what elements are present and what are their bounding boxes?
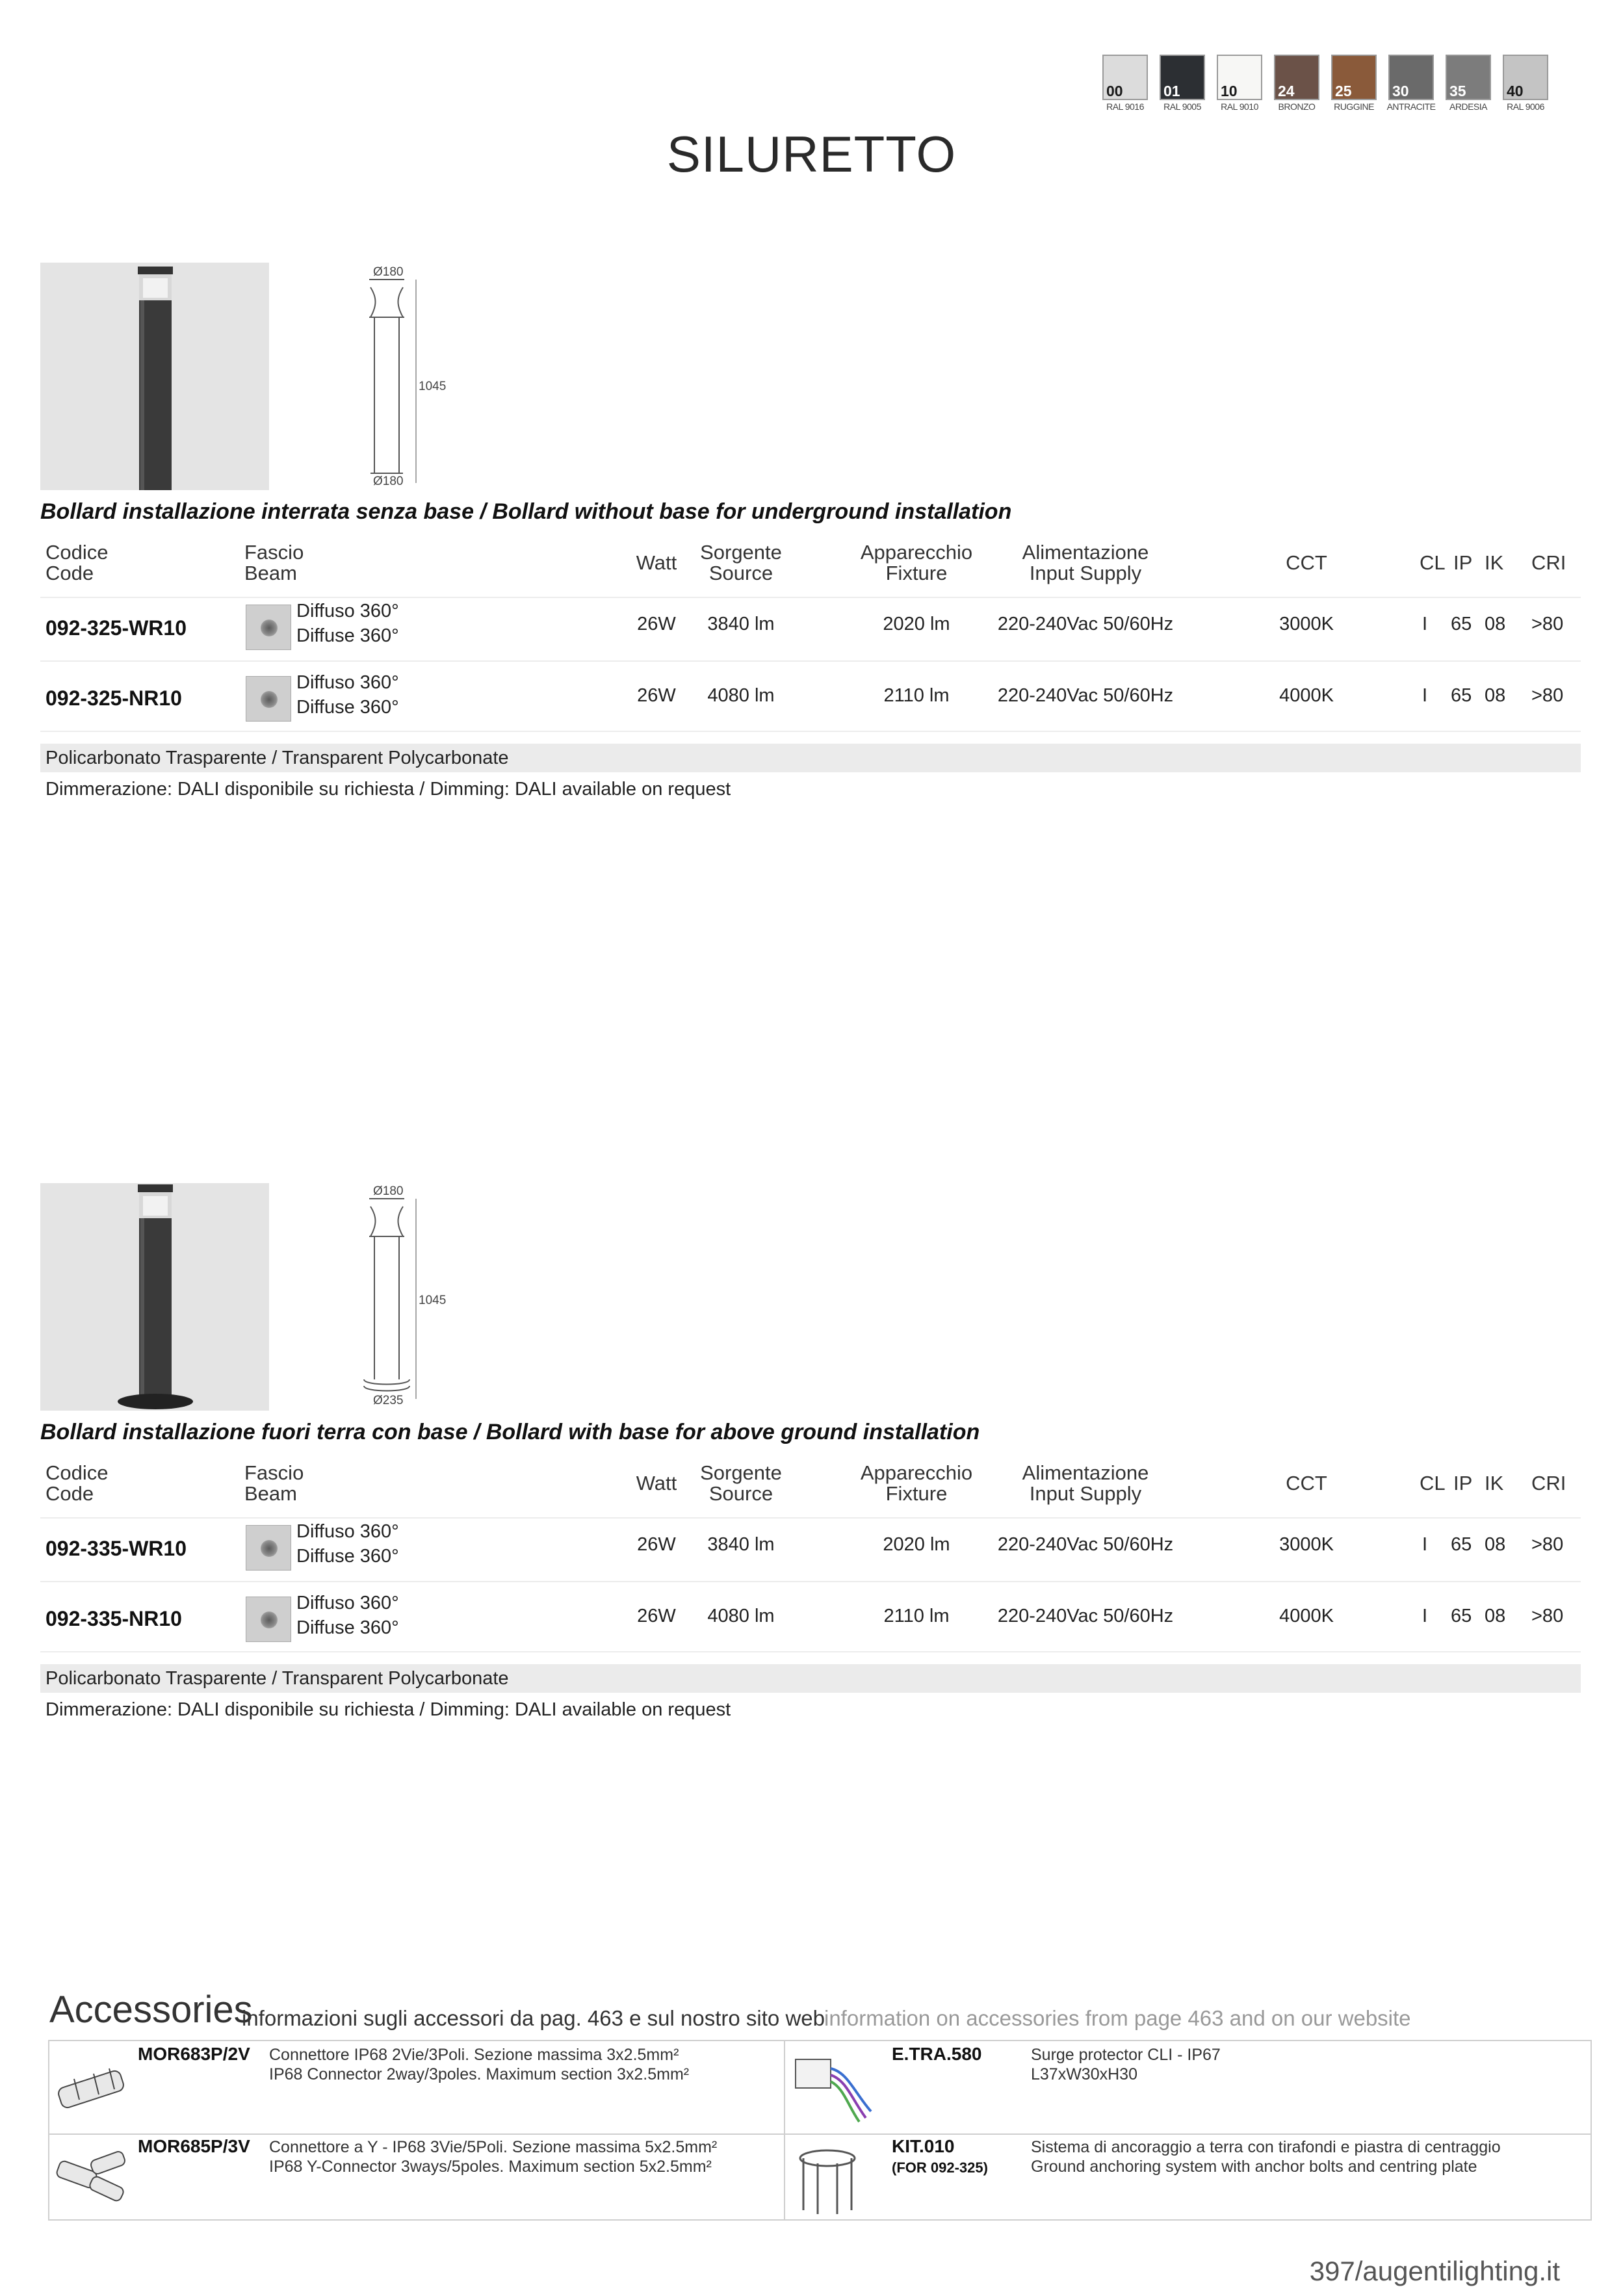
header-beam: Beam (244, 1482, 297, 1505)
cct-value: 4000K (1279, 1606, 1334, 1626)
accessory-desc-it: Surge protector CLI - IP67 (1031, 2046, 1221, 2064)
beam-it: Diffuso 360° (296, 1521, 399, 1542)
dimming-note: Dimmerazione: DALI disponibile su richiesta / Dimming: DALI available on request (45, 779, 731, 800)
beam-diffuse-icon (246, 1597, 291, 1642)
cl-value: I (1422, 1534, 1428, 1555)
row-divider (40, 597, 1581, 598)
anchoring-kit-image (792, 2139, 863, 2220)
swatch-10: 10 (1217, 55, 1262, 100)
accessories-subtitle-it: informazioni sugli accessori da pag. 463 e sul nostro sito web (242, 2006, 825, 2030)
accessories-divider (48, 2133, 1592, 2135)
row-divider (40, 1581, 1581, 1582)
watt-value: 26W (637, 685, 676, 706)
header-sorgente: Sorgente (700, 541, 782, 564)
accessory-code: KIT.010 (892, 2136, 955, 2156)
section-heading: Bollard installazione interrata senza base / Bollard without base for underground installation (40, 499, 1012, 524)
cct-value: 3000K (1279, 614, 1334, 634)
header-codice: Codice (45, 541, 109, 564)
watt-value: 26W (637, 1606, 676, 1626)
swatch-25: 25 (1331, 55, 1377, 100)
swatch-label: ANTRACITE (1386, 101, 1436, 112)
beam-en: Diffuse 360° (296, 625, 399, 646)
swatch-01: 01 (1160, 55, 1205, 100)
header-input-supply: Input Supply (1029, 1482, 1142, 1505)
cct-value: 4000K (1279, 685, 1334, 706)
dim-bottom-diameter: Ø180 (373, 475, 404, 488)
swatch-35: 35 (1446, 55, 1491, 100)
ik-value: 08 (1485, 1534, 1506, 1555)
beam-diffuse-icon (246, 1525, 291, 1571)
beam-diffuse-icon (246, 605, 291, 650)
watt-value: 26W (637, 1534, 676, 1555)
source-value: 4080 lm (707, 685, 775, 706)
header-watt: Watt (636, 551, 677, 574)
header-sorgente: Sorgente (700, 1461, 782, 1484)
section-heading: Bollard installazione fuori terra con base / Bollard with base for above ground installation (40, 1420, 980, 1444)
surge-protector-image (789, 2046, 874, 2128)
accessory-code: MOR683P/2V (138, 2044, 250, 2064)
accessory-desc-it: Connettore a Y - IP68 3Vie/5Poli. Sezione massima 5x2.5mm² (269, 2138, 718, 2156)
beam-it: Diffuso 360° (296, 1593, 399, 1613)
product-code: 092-325-WR10 (45, 616, 187, 640)
row-divider (40, 731, 1581, 732)
accessory-desc-en: IP68 Y-Connector 3ways/5poles. Maximum section 5x2.5mm² (269, 2158, 712, 2176)
swatch-label: RAL 9010 (1221, 101, 1258, 112)
cri-value: >80 (1531, 1534, 1564, 1555)
header-beam: Beam (244, 562, 297, 584)
supply-value: 220-240Vac 50/60Hz (997, 685, 1174, 706)
header-alimentazione: Alimentazione (1022, 541, 1149, 564)
technical-drawing-underground (351, 265, 481, 493)
beam-diffuse-icon (246, 676, 291, 722)
swatch-label: RAL 9006 (1507, 101, 1544, 112)
swatch-label: BRONZO (1278, 101, 1316, 112)
cl-value: I (1422, 614, 1428, 634)
header-watt: Watt (636, 1472, 677, 1494)
header-code: Code (45, 562, 94, 584)
header-fascio: Fascio (244, 541, 304, 564)
accessory-code: E.TRA.580 (892, 2044, 982, 2064)
watt-value: 26W (637, 614, 676, 634)
accessories-divider (784, 2040, 785, 2221)
header-input-supply: Input Supply (1029, 562, 1142, 584)
cct-value: 3000K (1279, 1534, 1334, 1555)
header-ip: IP (1453, 551, 1473, 574)
connector-2way-image (55, 2059, 133, 2121)
swatch-label: RAL 9016 (1106, 101, 1144, 112)
page-title: SILURETTO (666, 125, 957, 183)
material-note: Policarbonato Trasparente / Transparent Polycarbonate (45, 1668, 509, 1689)
ik-value: 08 (1485, 1606, 1506, 1626)
product-photo-underground (40, 263, 269, 490)
dim-top-diameter: Ø180 (373, 265, 404, 279)
header-source: Source (708, 562, 773, 584)
dim-height: 1045 (419, 380, 447, 393)
accessory-code: MOR685P/3V (138, 2136, 250, 2156)
supply-value: 220-240Vac 50/60Hz (997, 1606, 1174, 1626)
header-cl: CL (1420, 551, 1446, 574)
beam-en: Diffuse 360° (296, 1546, 399, 1567)
accessory-desc-it: Connettore IP68 2Vie/3Poli. Sezione massima 3x2.5mm² (269, 2046, 679, 2064)
swatch-30: 30 (1388, 55, 1434, 100)
ip-value: 65 (1451, 1534, 1472, 1555)
product-photo-above-ground (40, 1183, 269, 1411)
cri-value: >80 (1531, 1606, 1564, 1626)
row-divider (40, 660, 1581, 662)
fixture-value: 2110 lm (883, 1606, 950, 1626)
accessory-desc-en: Ground anchoring system with anchor bolts and centring plate (1031, 2158, 1477, 2176)
header-fixture: Fixture (885, 1482, 948, 1505)
dim-top-diameter: Ø180 (373, 1184, 404, 1198)
accessory-desc-it: Sistema di ancoraggio a terra con tirafondi e piastra di centraggio (1031, 2138, 1501, 2156)
accessory-code-note: (FOR 092-325) (892, 2159, 988, 2176)
header-ip: IP (1453, 1472, 1473, 1494)
beam-it: Diffuso 360° (296, 672, 399, 693)
source-value: 4080 lm (707, 1606, 775, 1626)
supply-value: 220-240Vac 50/60Hz (997, 614, 1174, 634)
dim-bottom-diameter: Ø235 (373, 1394, 404, 1407)
fixture-value: 2020 lm (883, 614, 950, 634)
product-code: 092-325-NR10 (45, 686, 182, 710)
row-divider (40, 1517, 1581, 1519)
header-apparecchio: Apparecchio (860, 1461, 973, 1484)
beam-en: Diffuse 360° (296, 697, 399, 718)
row-divider (40, 1651, 1581, 1652)
source-value: 3840 lm (707, 614, 775, 634)
dimming-note: Dimmerazione: DALI disponibile su richiesta / Dimming: DALI available on request (45, 1699, 731, 1720)
swatch-40: 40 (1503, 55, 1548, 100)
ip-value: 65 (1451, 614, 1472, 634)
header-cct: CCT (1286, 1472, 1327, 1494)
header-fascio: Fascio (244, 1461, 304, 1484)
cri-value: >80 (1531, 614, 1564, 634)
beam-en: Diffuse 360° (296, 1617, 399, 1638)
header-ik: IK (1485, 1472, 1504, 1494)
header-cct: CCT (1286, 551, 1327, 574)
header-code: Code (45, 1482, 94, 1505)
accessory-desc-en: IP68 Connector 2way/3poles. Maximum section 3x2.5mm² (269, 2065, 690, 2083)
connector-y-image (55, 2140, 133, 2215)
fixture-value: 2110 lm (883, 685, 950, 706)
ip-value: 65 (1451, 685, 1472, 706)
product-code: 092-335-WR10 (45, 1537, 187, 1560)
cl-value: I (1422, 685, 1428, 706)
swatch-label: RAL 9005 (1163, 101, 1201, 112)
header-apparecchio: Apparecchio (860, 541, 973, 564)
header-cri: CRI (1531, 1472, 1566, 1494)
source-value: 3840 lm (707, 1534, 775, 1555)
header-source: Source (708, 1482, 773, 1505)
header-codice: Codice (45, 1461, 109, 1484)
cri-value: >80 (1531, 685, 1564, 706)
fixture-value: 2020 lm (883, 1534, 950, 1555)
swatch-00: 00 (1102, 55, 1148, 100)
swatch-label: ARDESIA (1449, 101, 1487, 112)
ip-value: 65 (1451, 1606, 1472, 1626)
header-cl: CL (1420, 1472, 1446, 1494)
header-alimentazione: Alimentazione (1022, 1461, 1149, 1484)
header-cri: CRI (1531, 551, 1566, 574)
swatch-label: RUGGINE (1334, 101, 1374, 112)
cl-value: I (1422, 1606, 1428, 1626)
beam-it: Diffuso 360° (296, 601, 399, 621)
dim-height: 1045 (419, 1294, 447, 1307)
header-ik: IK (1485, 551, 1504, 574)
accessories-title: Accessories (49, 1989, 253, 2031)
ik-value: 08 (1485, 614, 1506, 634)
accessory-desc-en: L37xW30xH30 (1031, 2065, 1137, 2083)
accessories-subtitle-en: information on accessories from page 463 and on our website (824, 2006, 1411, 2030)
supply-value: 220-240Vac 50/60Hz (997, 1534, 1174, 1555)
page-footer: 397/augentilighting.it (1309, 2256, 1560, 2286)
material-note: Policarbonato Trasparente / Transparent Polycarbonate (45, 748, 509, 768)
technical-drawing-above-ground (351, 1184, 481, 1412)
ik-value: 08 (1485, 685, 1506, 706)
product-code: 092-335-NR10 (45, 1607, 182, 1630)
header-fixture: Fixture (885, 562, 948, 584)
swatch-24: 24 (1274, 55, 1319, 100)
